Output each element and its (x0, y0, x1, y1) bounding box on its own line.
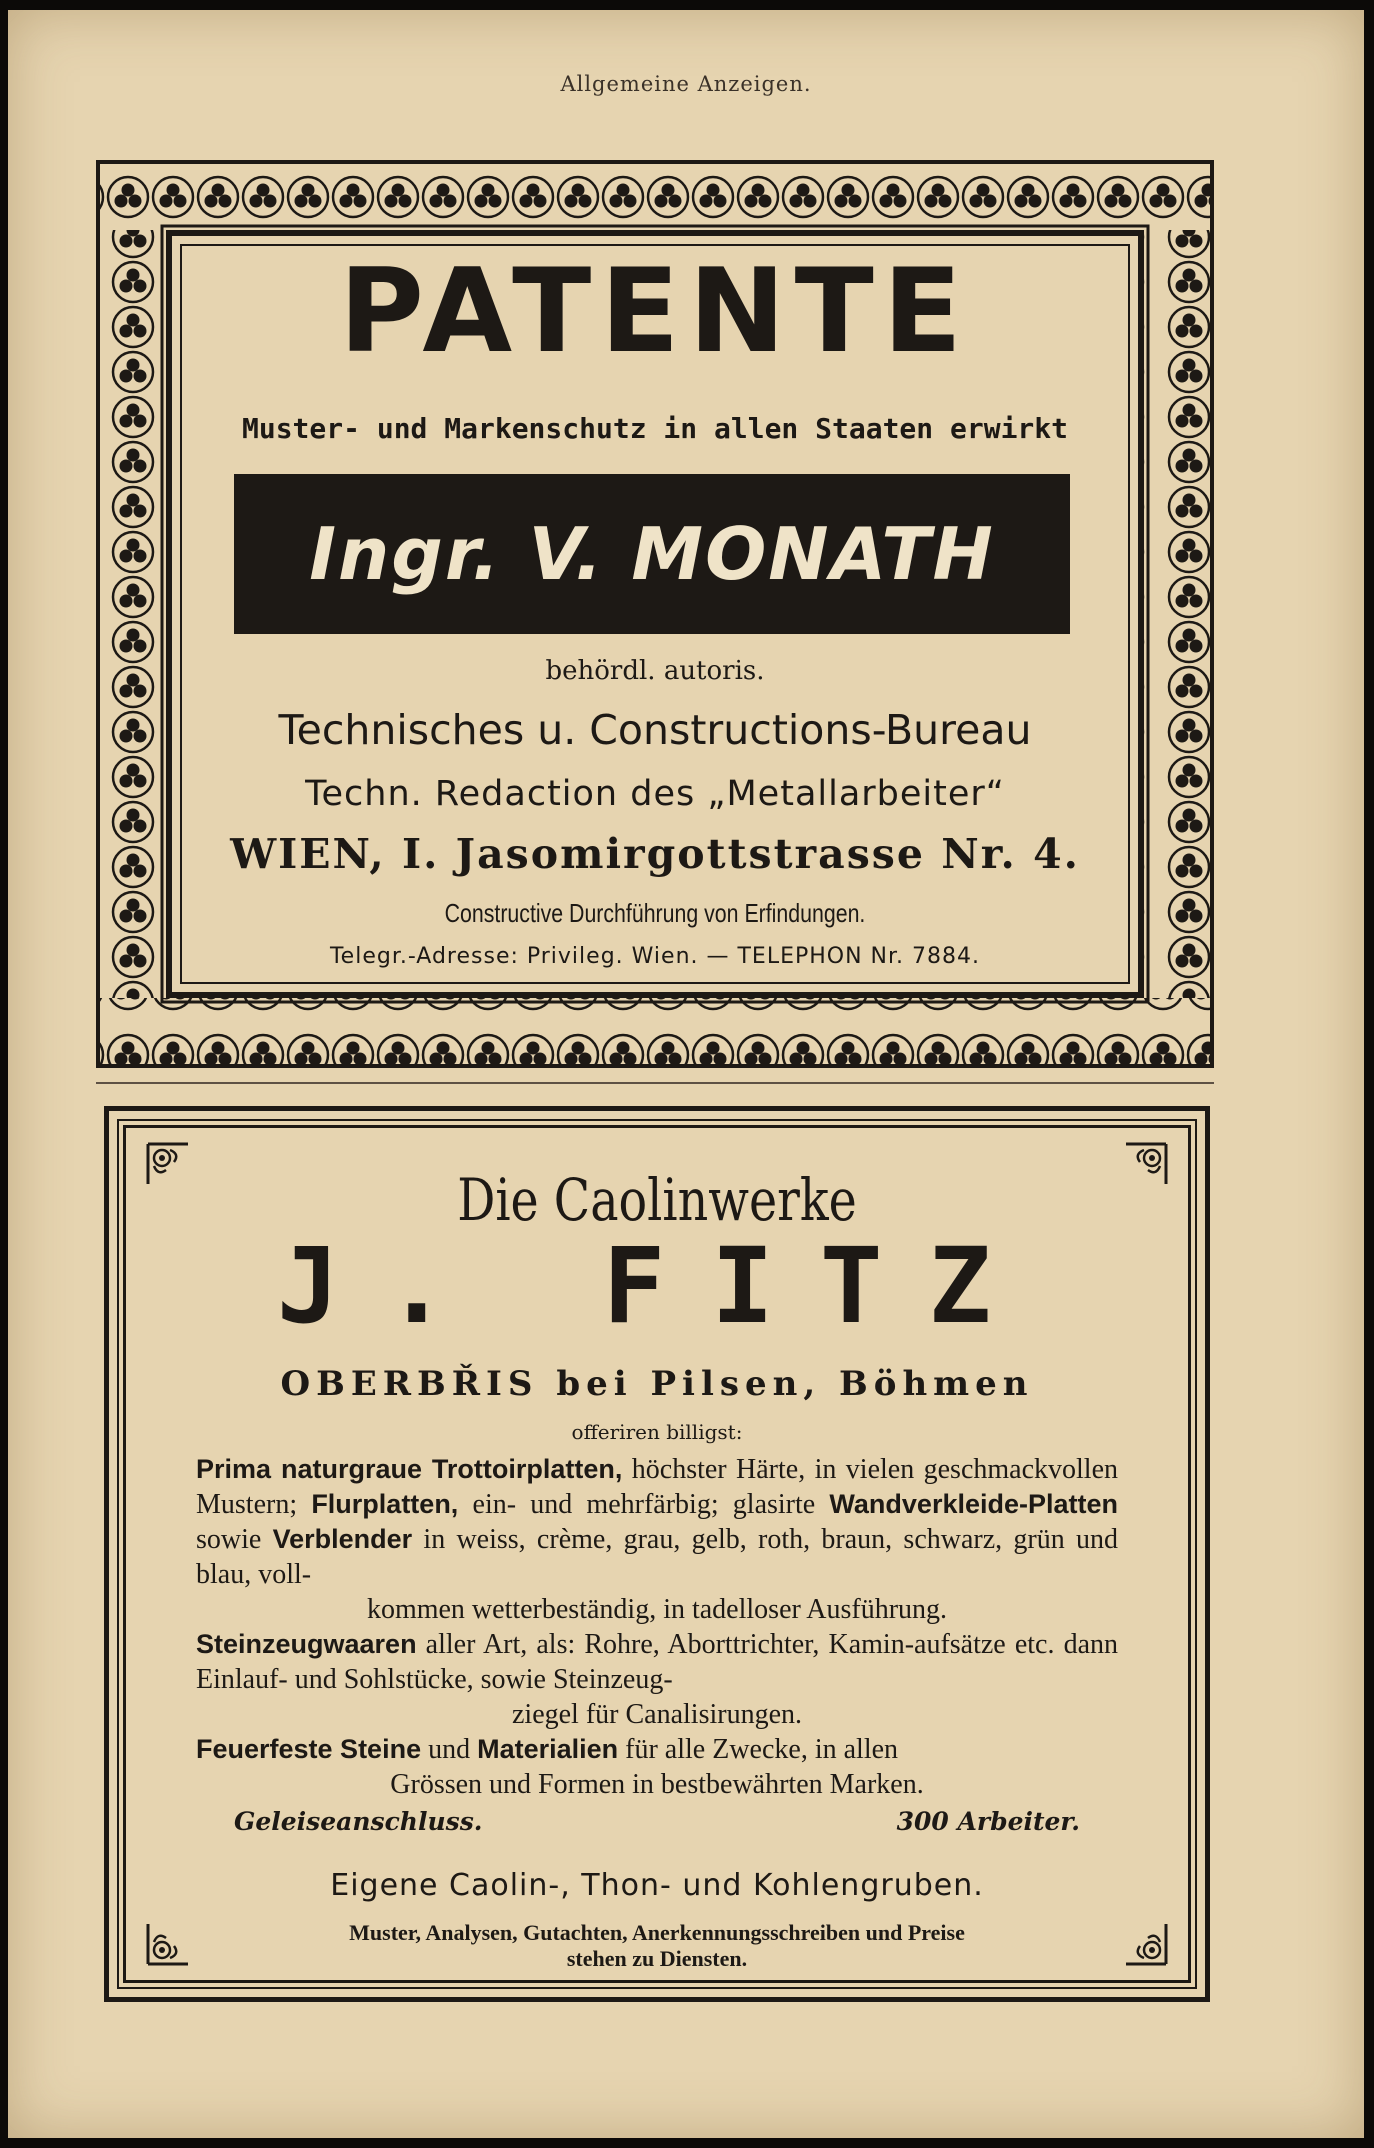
fitz-advertisement (104, 1106, 1210, 2002)
product-list (196, 1452, 1118, 1802)
facts-row (234, 1807, 1080, 1843)
patente-panel (166, 230, 1144, 998)
product-name: Wandverkleide-Platten (829, 1489, 1118, 1519)
product-text: kommen wetterbeständig, in tadelloser Ausführung. (366, 1594, 948, 1625)
product-name: Prima naturgraue Trottoirplatten, (196, 1454, 623, 1484)
page (8, 10, 1364, 2138)
corner-flourish-icon (144, 1140, 192, 1188)
product-name: Flurplatten, (311, 1489, 459, 1519)
mines-line: Eigene Caolin-, Thon- und Kohlengruben. (330, 1868, 984, 1903)
bureau-title: Technisches u. Constructions-Bureau (278, 706, 1032, 754)
siding-note: Geleiseanschluss. (234, 1807, 483, 1836)
product-text: ein- und mehrfärbig; glasirte (458, 1489, 830, 1520)
location-line: OBERBŘIS bei Pilsen, Böhmen (280, 1364, 1034, 1404)
name-banner: Ingr. V. MONATH (234, 474, 1070, 634)
product-text: aller Art, als: Rohre, Aborttrichter, Kamin-aufsätze etc. dann Einlauf- und Sohlstücke, sowie Steinzeug- (196, 1629, 1118, 1695)
corner-flourish-icon (1122, 1140, 1170, 1188)
workers-note: 300 Arbeiter. (896, 1807, 1080, 1836)
patente-advertisement (96, 160, 1214, 1068)
intro-line: Die Caolinwerke (457, 1166, 857, 1234)
redaction-line: Techn. Redaction des „Metallarbeiter“ (305, 774, 1005, 814)
product-name: Materialien (477, 1734, 619, 1764)
product-text: und (421, 1734, 478, 1765)
product-name: Feuerfeste Steine (196, 1734, 422, 1764)
product-name: Steinzeugwaaren (196, 1629, 417, 1659)
paragraph-stoneware (196, 1627, 1118, 1697)
product-name: Verblender (272, 1524, 413, 1554)
offer-line: offeriren billigst: (571, 1420, 743, 1444)
telegram-line: Telegr.-Adresse: Privileg. Wien. — TELEPHON Nr. 7884. (329, 944, 981, 969)
authorized-note: behördl. autoris. (545, 656, 765, 686)
product-text: höchster Härte, in vielen geschmackvollen Mustern; (196, 1454, 1118, 1520)
product-text: in weiss, crème, grau, gelb, roth, braun, schwarz, grün und blau, voll- (196, 1524, 1119, 1590)
company-name: J. FITZ (276, 1225, 1038, 1347)
running-head: Allgemeine Anzeigen. (560, 72, 812, 96)
footer-line: Muster, Analysen, Gutachten, Anerkennungsschreiben und Preise (349, 1920, 965, 1945)
address-line: WIEN, I. Jasomirgottstrasse Nr. 4. (230, 830, 1080, 878)
paragraph-refractory (196, 1732, 1118, 1767)
section-divider (96, 1082, 1214, 1084)
fitz-panel (123, 1125, 1191, 1983)
product-text: ziegel für Canalisirungen. (511, 1699, 802, 1730)
product-text: für alle Zwecke, in allen (618, 1734, 899, 1765)
product-text: sowie (196, 1524, 273, 1555)
slogan-line: Constructive Durchführung von Erfindungen. (444, 898, 866, 928)
product-text: Grössen und Formen in bestbewährten Marken. (390, 1769, 924, 1800)
footer-note (126, 1920, 1188, 1972)
subline: Muster- und Markenschutz in allen Staaten erwirkt (241, 412, 1068, 445)
paragraph-tiles (196, 1452, 1118, 1592)
headline: PATENTE (339, 244, 971, 379)
footer-line: stehen zu Diensten. (566, 1946, 748, 1971)
